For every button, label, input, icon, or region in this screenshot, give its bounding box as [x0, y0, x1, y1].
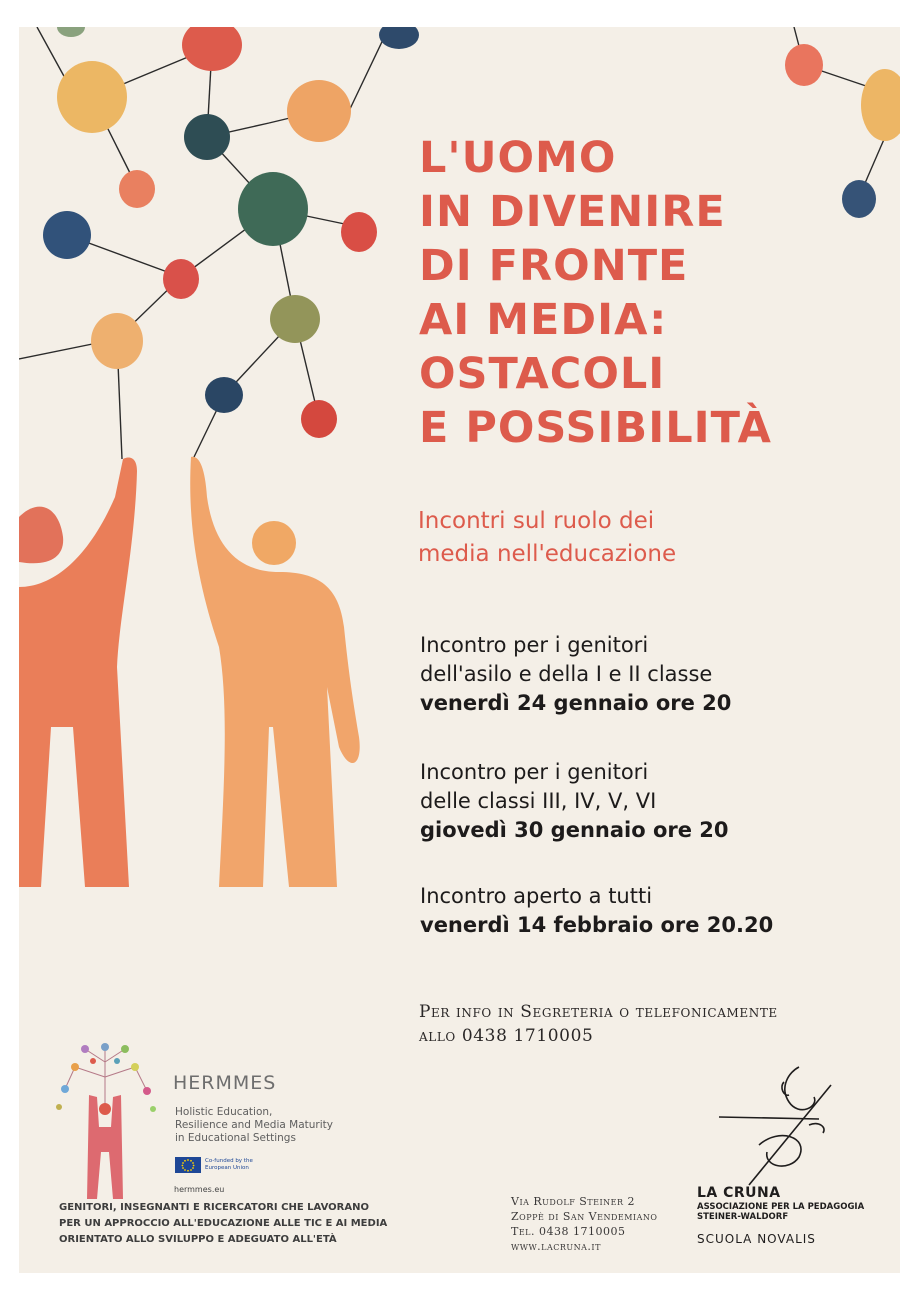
la-cruna-logo [719, 1067, 831, 1185]
info-line: Per info in Segreteria o telefonicamente [419, 1002, 778, 1022]
subtitle-line: Incontri sul ruolo dei [418, 508, 655, 534]
association-line: STEINER-WALDORF [697, 1212, 789, 1222]
event-2 [420, 758, 880, 845]
eu-cofunded-text: Co-funded by the European Union [205, 1158, 253, 1171]
la-cruna-name: LA CRUNA [697, 1185, 781, 1201]
contact-info [419, 1000, 879, 1048]
poster-title [419, 131, 879, 455]
hermmes-description [175, 1106, 333, 1145]
hermmes-logo [56, 1043, 156, 1199]
info-line: allo 0438 1710005 [419, 1026, 594, 1046]
title-line: DI FRONTE [419, 241, 689, 291]
tagline-line: GENITORI, INSEGNANTI E RICERCATORI CHE LAVORANO [59, 1202, 369, 1213]
hermmes-description-line: Resilience and Media Maturity [175, 1119, 333, 1131]
event-datetime: venerdì 24 gennaio ore 20 [420, 691, 732, 715]
event-description: delle classi III, IV, V, VI [420, 789, 657, 813]
poster-subtitle [418, 505, 858, 571]
hermmes-url[interactable]: hermmes.eu [174, 1185, 225, 1194]
event-description: Incontro per i genitori [420, 760, 649, 784]
hermmes-name: HERMMES [173, 1072, 277, 1094]
school-name: SCUOLA NOVALIS [697, 1232, 816, 1246]
eu-cofunded-badge [175, 1157, 253, 1173]
address-line: Tel. 0438 1710005 [511, 1225, 626, 1238]
event-datetime: giovedì 30 gennaio ore 20 [420, 818, 729, 842]
la-cruna-association [697, 1202, 897, 1222]
event-1 [420, 631, 880, 718]
association-line: ASSOCIAZIONE PER LA PEDAGOGIA [697, 1202, 865, 1212]
tagline-line: ORIENTATO ALLO SVILUPPO E ADEGUATO ALL'ETÀ [59, 1234, 337, 1245]
poster [19, 27, 900, 1273]
hermmes-tagline [59, 1200, 399, 1248]
title-line: E POSSIBILITÀ [419, 403, 772, 453]
eu-flag-icon [175, 1157, 201, 1173]
event-3 [420, 882, 880, 940]
address-line: Via Rudolf Steiner 2 [511, 1195, 635, 1208]
title-line: AI MEDIA: [419, 295, 668, 345]
event-description: dell'asilo e della I e II classe [420, 662, 713, 686]
event-description: Incontro aperto a tutti [420, 884, 653, 908]
hermmes-description-line: in Educational Settings [175, 1132, 296, 1144]
title-line: OSTACOLI [419, 349, 666, 399]
event-datetime: venerdì 14 febbraio ore 20.20 [420, 913, 774, 937]
la-cruna-block [697, 1185, 897, 1246]
event-description: Incontro per i genitori [420, 633, 649, 657]
tagline-line: PER UN APPROCCIO ALL'EDUCAZIONE ALLE TIC E AI MEDIA [59, 1218, 388, 1229]
school-address [511, 1194, 691, 1254]
title-line: L'UOMO [419, 133, 617, 183]
title-line: IN DIVENIRE [419, 187, 726, 237]
address-line[interactable]: www.lacruna.it [511, 1240, 601, 1253]
subtitle-line: media nell'educazione [418, 541, 677, 567]
address-line: Zoppè di San Vendemiano [511, 1210, 658, 1223]
hermmes-description-line: Holistic Education, [175, 1106, 273, 1118]
